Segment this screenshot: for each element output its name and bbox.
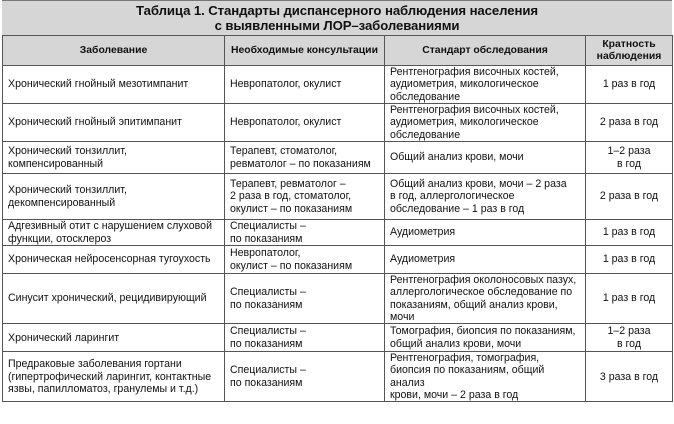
cell-frequency — [586, 352, 673, 402]
table-title-line-2: с выявленными ЛОР–заболеваниями — [214, 18, 460, 33]
cell-exam-standard — [385, 66, 586, 104]
table-row — [3, 220, 673, 246]
cell-exam-standard-line: обследование – 1 раз в год — [390, 202, 525, 215]
cell-consultations-line: Невропатолог, окулист — [230, 116, 342, 129]
cell-consultations — [225, 246, 385, 274]
table-title — [2, 0, 672, 35]
cell-exam-standard-line: Аудиометрия — [390, 253, 456, 266]
cell-disease-line: Хронический гнойный мезотимпанит — [8, 78, 189, 91]
cell-consultations — [225, 324, 385, 352]
table-row — [3, 274, 673, 324]
cell-disease-line: Адгезивный отит с нарушением слуховой — [8, 220, 212, 233]
cell-disease-line: функции, отосклероз — [8, 232, 112, 245]
cell-exam-standard-line: аудиометрия, микологическое — [390, 116, 539, 129]
cell-frequency-line: 1 раз в год — [602, 78, 656, 91]
cell-consultations — [225, 66, 385, 104]
cell-exam-standard — [385, 142, 586, 174]
cell-disease — [3, 352, 225, 402]
table-row — [3, 246, 673, 274]
cell-frequency-line: 1 раз в год — [602, 292, 656, 305]
cell-disease-line: Предраковые заболевания гортани — [8, 358, 182, 371]
cell-exam-standard — [385, 274, 586, 324]
cell-disease-line: декомпенсированный — [8, 196, 116, 209]
cell-exam-standard-line: Рентгенография височных костей, — [390, 66, 559, 79]
cell-consultations-line: по показаниям — [230, 298, 303, 311]
cell-disease-line: Хронический гнойный эпитимпанит — [8, 116, 182, 129]
header-exam-standard: Стандарт обследования — [385, 36, 586, 66]
cell-exam-standard-line: биопсия по показаниям, общий анализ — [390, 364, 545, 389]
cell-frequency — [586, 142, 673, 174]
header-frequency — [586, 36, 673, 66]
table-row — [3, 104, 673, 142]
cell-frequency-line: в год — [616, 157, 642, 170]
cell-consultations-line: Терапевт, ревматолог – — [230, 178, 346, 191]
cell-disease-line: язвы, папилломатоз, гранулемы и т.д.) — [8, 382, 199, 395]
cell-disease — [3, 274, 225, 324]
cell-disease-line: Хронический тонзиллит, — [8, 145, 127, 158]
cell-exam-standard-line: Рентгенография височных костей, — [390, 104, 559, 117]
cell-frequency-line: 2 раза в год — [599, 190, 659, 203]
cell-frequency-line: 1 раз в год — [602, 226, 656, 239]
cell-consultations-line: Терапевт, стоматолог, — [230, 145, 338, 158]
cell-consultations-line: ревматолог – по показаниям — [230, 157, 371, 170]
cell-exam-standard-line: аллергологическое обследование по — [390, 286, 573, 299]
cell-consultations-line: окулист – по показаниям — [230, 259, 353, 272]
cell-consultations-line: окулист – по показаниям — [230, 202, 353, 215]
cell-frequency-line: 1 раз в год — [602, 253, 656, 266]
cell-consultations-line: по показаниям — [230, 232, 303, 245]
cell-frequency-line: 3 раза в год — [599, 370, 659, 383]
cell-disease — [3, 66, 225, 104]
cell-consultations — [225, 352, 385, 402]
cell-disease — [3, 142, 225, 174]
cell-consultations-line: Специалисты – — [230, 325, 306, 338]
cell-exam-standard-line: Рентгенография, томография, — [390, 352, 540, 365]
cell-frequency — [586, 174, 673, 220]
header-frequency-line-1: Кратность — [602, 38, 656, 50]
cell-disease-line: Синусит хронический, рецидивирующий — [8, 292, 207, 305]
cell-frequency — [586, 274, 673, 324]
cell-exam-standard-line: Аудиометрия — [390, 226, 456, 239]
cell-disease-line: Хронический тонзиллит, — [8, 184, 127, 197]
header-disease: Заболевание — [3, 36, 225, 66]
cell-consultations-line: по показаниям — [230, 337, 303, 350]
cell-exam-standard — [385, 352, 586, 402]
cell-consultations — [225, 104, 385, 142]
cell-consultations-line: Невропатолог, окулист — [230, 78, 342, 91]
cell-disease-line: компенсированный — [8, 157, 104, 170]
table-row — [3, 174, 673, 220]
cell-disease-line: (гипертрофический ларингит, контактные — [8, 370, 212, 383]
cell-disease — [3, 174, 225, 220]
table-row — [3, 142, 673, 174]
cell-disease — [3, 104, 225, 142]
cell-frequency — [586, 104, 673, 142]
cell-consultations-line: Специалисты – — [230, 220, 306, 233]
cell-frequency-line: 2 раза в год — [599, 116, 659, 129]
cell-exam-standard — [385, 220, 586, 246]
cell-disease — [3, 246, 225, 274]
cell-exam-standard-line: Томография, биопсия по показаниям, — [390, 325, 576, 338]
cell-exam-standard-line: показаниям, общий анализ крови, мочи — [390, 298, 558, 323]
table-header-row — [3, 36, 673, 66]
cell-exam-standard — [385, 174, 586, 220]
cell-consultations — [225, 142, 385, 174]
cell-disease — [3, 324, 225, 352]
cell-exam-standard-line: Общий анализ крови, мочи — [390, 151, 524, 164]
observation-standards-table — [2, 35, 673, 402]
table-row — [3, 324, 673, 352]
cell-exam-standard-line: общий анализ крови, мочи — [390, 337, 522, 350]
cell-consultations-line: Специалисты – — [230, 286, 306, 299]
cell-disease-line: Хроническая нейросенсорная тугоухость — [8, 253, 211, 266]
cell-consultations-line: по показаниям — [230, 376, 303, 389]
cell-disease-line: Хронический ларингит — [8, 331, 120, 344]
cell-exam-standard-line: обследование — [390, 90, 461, 103]
cell-exam-standard-line: аудиометрия, микологическое — [390, 78, 539, 91]
cell-consultations-line: Невропатолог, — [230, 247, 301, 260]
cell-consultations-line: Специалисты – — [230, 364, 306, 377]
cell-exam-standard — [385, 324, 586, 352]
cell-exam-standard-line: крови, мочи – 2 раза в год — [390, 389, 519, 402]
cell-consultations — [225, 274, 385, 324]
cell-consultations — [225, 174, 385, 220]
cell-frequency — [586, 324, 673, 352]
cell-exam-standard-line: в год, аллергологическое — [390, 190, 515, 203]
cell-disease — [3, 220, 225, 246]
header-frequency-line-2: наблюдения — [596, 50, 662, 62]
table-row — [3, 66, 673, 104]
table-body — [3, 66, 673, 402]
cell-exam-standard-line: Рентгенография околоносовых пазух, — [390, 274, 577, 286]
cell-exam-standard — [385, 246, 586, 274]
cell-exam-standard-line: обследование — [390, 128, 461, 141]
cell-frequency-line: 1–2 раза — [607, 145, 651, 158]
table-row — [3, 352, 673, 402]
cell-frequency-line: в год — [616, 337, 642, 350]
cell-exam-standard — [385, 104, 586, 142]
cell-frequency — [586, 220, 673, 246]
cell-consultations — [225, 220, 385, 246]
cell-frequency — [586, 246, 673, 274]
header-consultations: Необходимые консультации — [225, 36, 385, 66]
cell-frequency-line: 1–2 раза — [607, 325, 651, 338]
cell-exam-standard-line: Общий анализ крови, мочи – 2 раза — [390, 178, 567, 191]
cell-frequency — [586, 66, 673, 104]
table-title-line-1: Таблица 1. Стандарты диспансерного наблюдения населения — [136, 3, 538, 18]
cell-consultations-line: 2 раза в год, стоматолог, — [230, 190, 352, 203]
